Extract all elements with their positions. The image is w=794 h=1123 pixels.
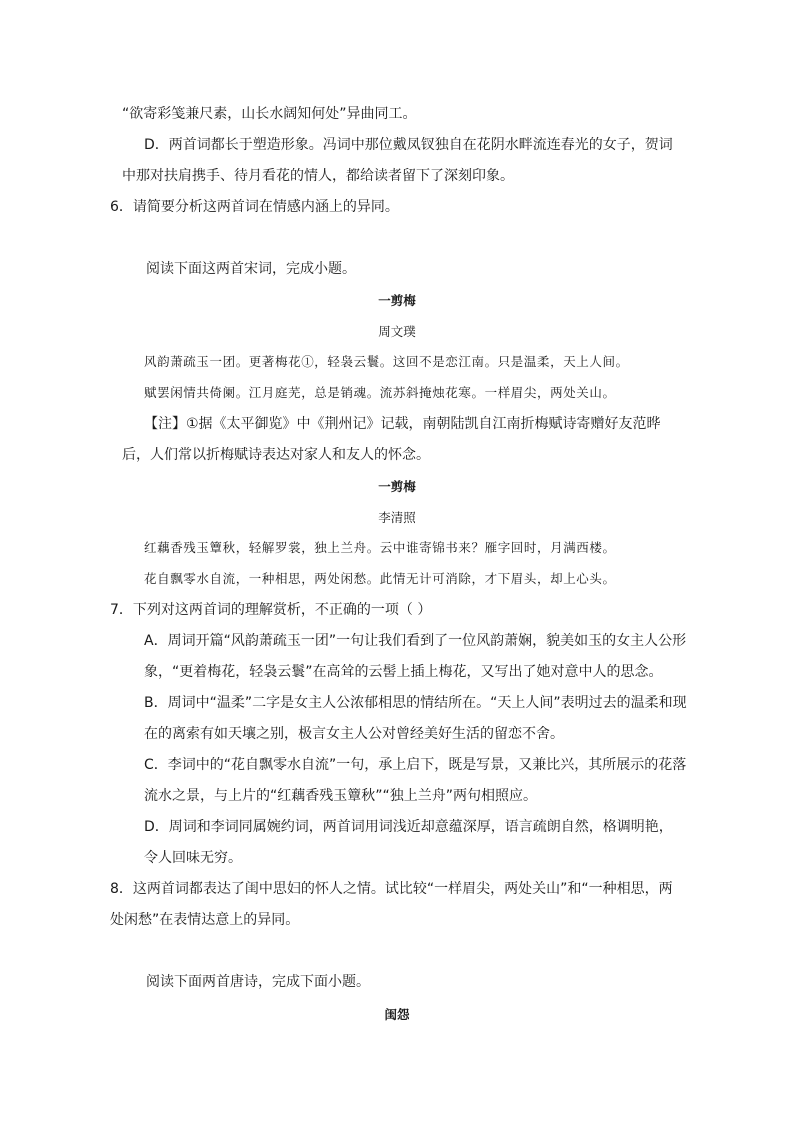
section3-intro: 阅读下面两首唐诗，完成下面小题。 xyxy=(146,974,370,990)
q7-option-c-line1: C．李词中的“花自飘零水自流”一句，承上启下，既是写景，又兼比兴，其所展示的花落 xyxy=(144,757,687,773)
section3-poem-title: 闺怨 xyxy=(384,1007,410,1022)
note-line2: 后，人们常以折梅赋诗表达对家人和友人的怀念。 xyxy=(122,447,430,463)
q7-option-d-line2: 令人回味无穷。 xyxy=(144,850,242,866)
poem1-line2: 赋罢闲情共倚阑。江月庭芜，总是销魂。流苏斜掩烛花寒。一样眉尖，两处关山。 xyxy=(144,385,616,400)
question-6: 6．请简要分析这两首词在情感内涵上的异同。 xyxy=(110,199,399,215)
q7-option-b-line1: B．周词中“温柔”二字是女主人公浓郁相思的情结所在。“天上人间”表明过去的温柔和现 xyxy=(144,695,687,711)
question-8-line1: 8．这两首词都表达了闺中思妇的怀人之情。试比较“一样眉尖，两处关山”和“一种相思，两 xyxy=(110,881,673,897)
q5-option-d-line2: 中那对扶肩携手、待月看花的情人，都给读者留下了深刻印象。 xyxy=(122,168,514,184)
question-7-stem: 7．下列对这两首词的理解赏析，不正确的一项（ ） xyxy=(110,602,432,618)
question-8-line2: 处闲愁”在表情达意上的异同。 xyxy=(110,912,300,928)
note-line1: 【注】①据《太平御览》中《荆州记》记载，南朝陆凯自江南折梅赋诗寄赠好友范晔 xyxy=(144,416,661,432)
q7-option-b-line2: 在的离索有如天壤之别，极言女主人公对曾经美好生活的留恋不舍。 xyxy=(144,726,564,742)
poem1-author: 周文璞 xyxy=(378,324,416,339)
q7-option-a-line1: A．周词开篇“风韵萧疏玉一团”一句让我们看到了一位风韵萧娴，貌美如玉的女主人公形 xyxy=(144,633,687,649)
q5-option-c-continuation: “欲寄彩笺兼尺素，山长水阔知何处”异曲同工。 xyxy=(122,106,417,122)
q7-option-c-line2: 流水之景，与上片的“红藕香残玉簟秋”“独上兰舟”两句相照应。 xyxy=(144,788,538,804)
poem1-line1: 风韵萧疏玉一团。更著梅花①，轻袅云鬟。这回不是恋江南。只是温柔，天上人间。 xyxy=(144,354,629,369)
poem2-line2: 花自飘零水自流，一种相思，两处闲愁。此情无计可消除，才下眉头，却上心头。 xyxy=(144,571,616,586)
poem2-line1: 红藕香残玉簟秋，轻解罗裳，独上兰舟。云中谁寄锦书来？雁字回时，月满西楼。 xyxy=(144,540,616,555)
poem2-author: 李清照 xyxy=(378,510,416,525)
poem1-title: 一剪梅 xyxy=(378,293,416,308)
q7-option-d-line1: D．周词和李词同属婉约词，两首词用词浅近却意蕴深厚，语言疏朗自然，格调明艳， xyxy=(144,819,673,835)
poem2-title: 一剪梅 xyxy=(378,479,416,494)
q5-option-d-line1: D．两首词都长于塑造形象。冯词中那位戴凤钗独自在花阴水畔流连春光的女子，贺词 xyxy=(144,137,673,153)
q7-option-a-line2: 象，“更着梅花，轻袅云鬟”在高耸的云髻上插上梅花，又写出了她对意中人的思念。 xyxy=(144,664,663,680)
section2-intro: 阅读下面这两首宋词，完成小题。 xyxy=(146,261,356,277)
